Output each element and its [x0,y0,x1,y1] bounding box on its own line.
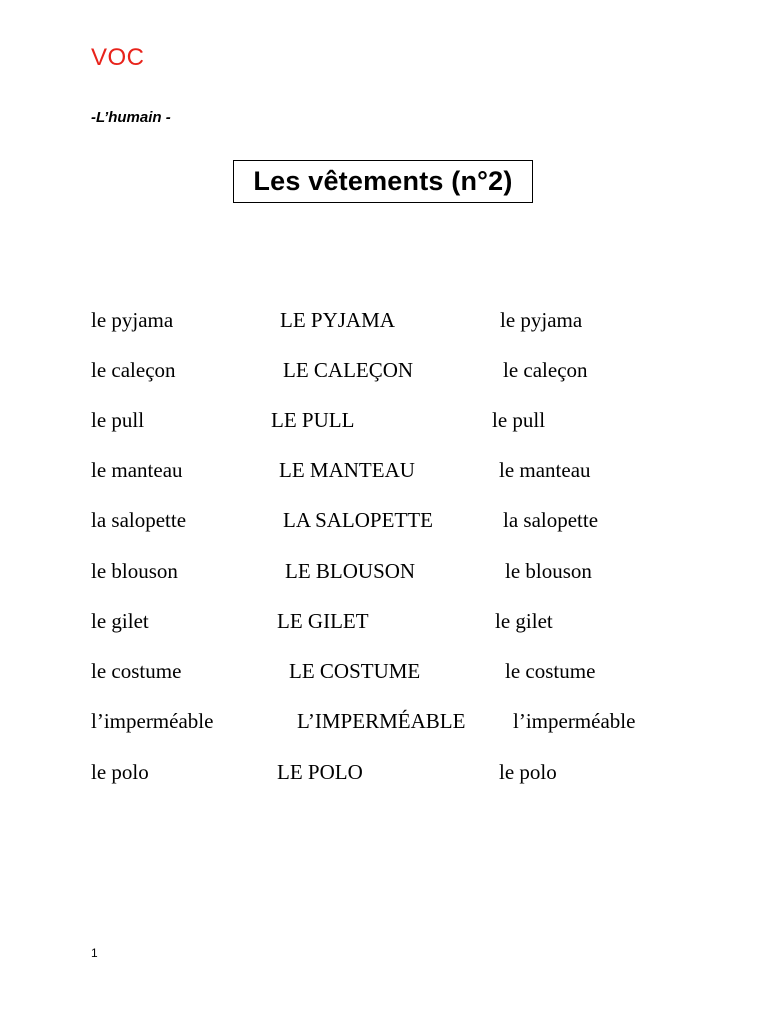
vocab-row [0,508,768,538]
voc-label: VOC [91,44,145,71]
lowercase-copy: le polo [499,760,557,784]
vocab-row [0,308,768,338]
vocab-row [0,659,768,689]
vocab-row [0,609,768,639]
vocab-row [0,358,768,388]
lowercase-copy: la salopette [503,508,599,532]
uppercase-word: L’IMPERMÉABLE [297,709,466,733]
title-box [233,160,533,203]
vocab-row [0,458,768,488]
lowercase-copy: le manteau [499,458,591,482]
uppercase-word: LE MANTEAU [279,458,415,482]
uppercase-word: LE PULL [271,408,355,432]
uppercase-word: LE CALEÇON [283,358,414,382]
lowercase-word: le caleçon [91,358,176,382]
page-number: 1 [91,946,98,960]
lowercase-word: le blouson [91,559,178,583]
uppercase-word: LE COSTUME [289,659,421,683]
uppercase-word: LA SALOPETTE [283,508,433,532]
subtitle: -L’humain - [91,109,171,126]
lowercase-word: le pull [91,408,145,432]
uppercase-word: LE PYJAMA [280,308,395,332]
lowercase-copy: le pull [492,408,546,432]
lowercase-word: le costume [91,659,182,683]
lowercase-word: le pyjama [91,308,174,332]
lowercase-copy: le costume [505,659,596,683]
vocab-row [0,408,768,438]
uppercase-word: LE GILET [277,609,369,633]
uppercase-word: LE POLO [277,760,363,784]
lowercase-copy: le caleçon [503,358,588,382]
vocab-row [0,760,768,790]
lowercase-word: la salopette [91,508,187,532]
vocab-row [0,559,768,589]
lowercase-copy: le blouson [505,559,592,583]
lowercase-word: le polo [91,760,149,784]
page-title: Les vêtements (n°2) [253,166,513,196]
lowercase-word: l’imperméable [91,709,214,733]
lowercase-word: le gilet [91,609,149,633]
lowercase-copy: le pyjama [500,308,583,332]
vocab-row [0,709,768,739]
lowercase-copy: le gilet [495,609,553,633]
lowercase-word: le manteau [91,458,183,482]
uppercase-word: LE BLOUSON [285,559,416,583]
lowercase-copy: l’imperméable [513,709,636,733]
